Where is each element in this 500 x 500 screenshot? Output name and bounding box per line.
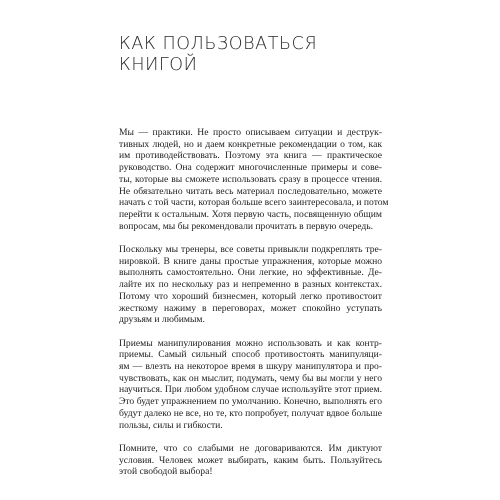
text-line: научиться. При любом удобном случае используйте этот прием.	[119, 384, 382, 396]
text-line: им противодействовать. Поэтому эта книга — практическое	[119, 150, 382, 162]
text-line: друзьям и любимым.	[119, 314, 205, 326]
text-line: пользы, силы и гибкости.	[119, 419, 223, 431]
text-line: Помните, что со слабыми не договариваются. Им диктуют	[119, 442, 382, 454]
paragraph-3	[119, 338, 382, 432]
text-line: приемы. Самый сильный способ противостоять манипуляци-	[119, 349, 382, 361]
text-line: ям — влезть на некоторое время в шкуру манипулятора и про-	[119, 361, 382, 373]
text-line: Это будет упражнением по умолчанию. Конечно, выполнять его	[119, 396, 382, 408]
paragraph-2	[119, 244, 382, 326]
text-line: Приемы манипулирования можно использовать и как контр-	[119, 337, 382, 349]
text-line: руководство. Она содержит многочисленные примеры и сове-	[119, 162, 382, 174]
text-line: начать с той части, которая больше всего заинтересовала, и потом	[119, 197, 389, 209]
text-line: ты, которые вы сможете использовать сразу в процессе чтения.	[119, 173, 382, 185]
text-line: этой свободой выбора!	[119, 466, 213, 478]
text-line: чувствовать, как он мыслит, подумать, чему бы вы могли у него	[119, 372, 382, 384]
chapter-title	[119, 34, 439, 76]
text-line: лайте их по нескольку раз и непременно в разных контекстах.	[119, 279, 382, 291]
chapter-title-line-1: КАК ПОЛЬЗОВАТЬСЯ	[119, 34, 318, 54]
text-line: Поскольку мы тренеры, все советы привыкли подкреплять тре-	[119, 244, 382, 256]
text-line: выполнять самостоятельно. Они легкие, но эффективные. Де-	[119, 267, 382, 279]
paragraph-4	[119, 443, 382, 478]
text-line: перейти к остальным. Хотя первую часть, посвященную общим	[119, 208, 382, 220]
text-line: жесткому нажиму в переговорах, может спокойно уступать	[119, 302, 382, 314]
text-line: Мы — практики. Не просто описываем ситуации и деструк-	[119, 127, 382, 138]
text-line: Не обязательно читать весь материал последовательно, можете	[119, 185, 382, 197]
paragraph-1	[119, 127, 389, 232]
text-line: будут далеко не все, но те, кто попробует, получат вдвое больше	[119, 407, 382, 419]
text-line: тивных людей, но и даем конкретные рекомендации о том, как	[119, 138, 382, 150]
chapter-title-line-2: КНИГОЙ	[119, 55, 198, 75]
text-line: условия. Человек может выбирать, каким быть. Пользуйтесь	[119, 454, 382, 466]
text-line: Потому что хороший бизнесмен, который легко противостоит	[119, 290, 382, 302]
body-text	[119, 127, 389, 490]
text-line: нировкой. В книге даны простые упражнения, которые можно	[119, 255, 382, 267]
text-line: вопросам, мы бы рекомендовали прочитать в первую очередь.	[119, 220, 374, 232]
